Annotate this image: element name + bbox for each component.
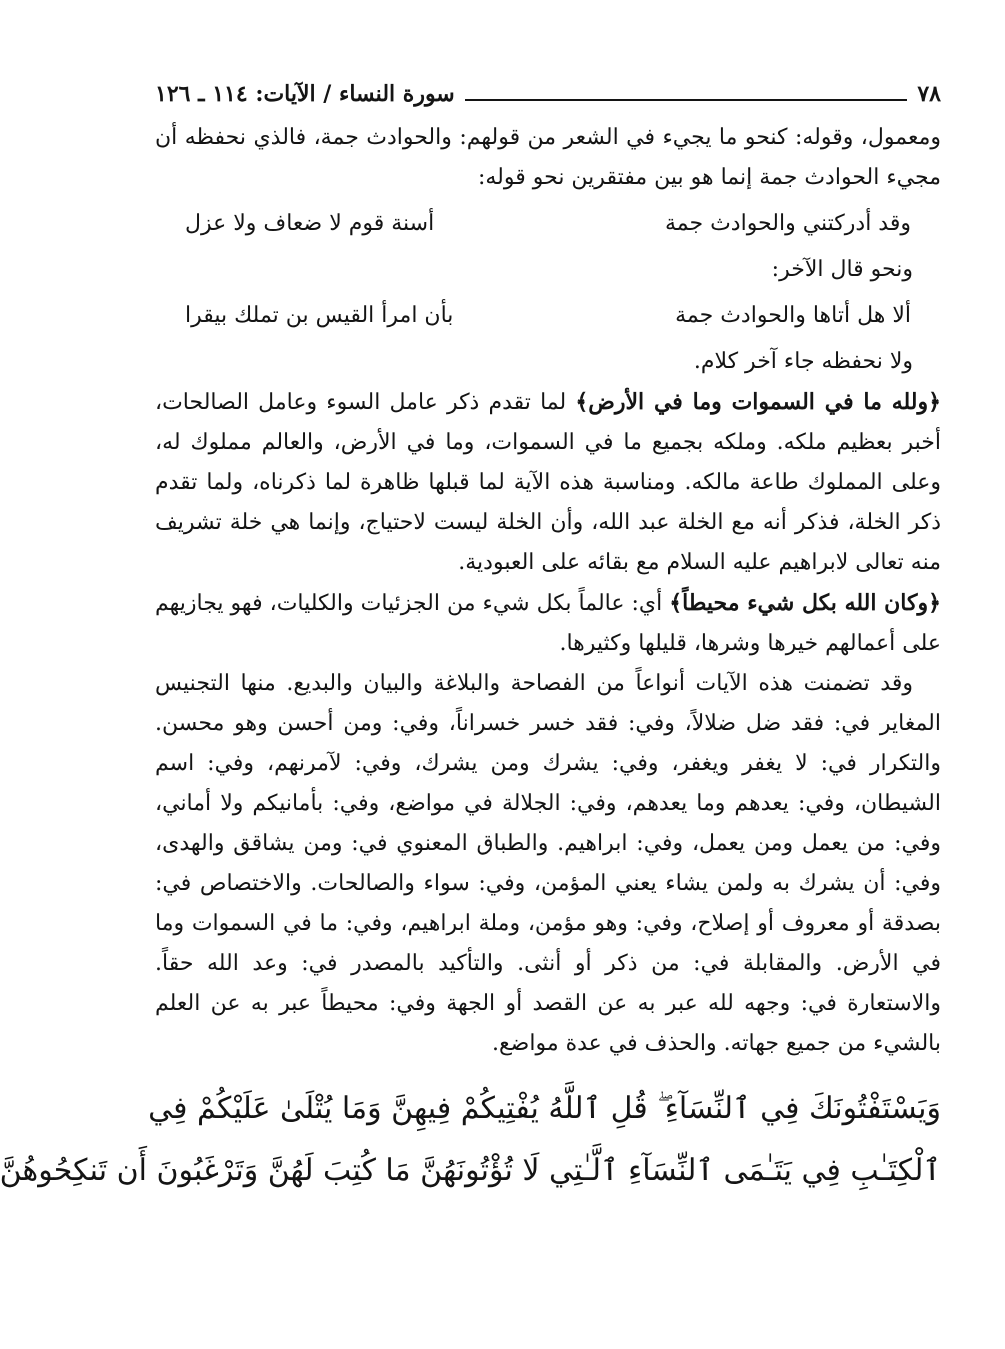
quran-verse-block	[0, 1078, 941, 1202]
paragraph-continuation	[155, 118, 941, 198]
paragraph-commentary	[155, 583, 941, 664]
verse-first-hemistich: ألا هل أتاها والحوادث جمة	[675, 303, 911, 328]
page-number: ٧٨	[917, 81, 941, 107]
body-text	[155, 118, 941, 1064]
verse-second-hemistich: بأن امرأ القيس بن تملك بيقرا	[185, 303, 454, 328]
paragraph-line: مجيء الحوادث جمة إنما هو بين مفتقرين نحو قوله:	[477, 165, 941, 190]
paragraph-line: ومعمول، وقوله: كنحو ما يجيء في الشعر من قولهم: والحوادث جمة، فالذي نحفظه أن	[155, 125, 941, 150]
paragraph: ولا نحفظه جاء آخر كلام.	[693, 349, 913, 374]
paragraph: ونحو قال الآخر:	[771, 257, 913, 282]
verse-first-hemistich: وقد أدركتني والحوادث جمة	[664, 211, 911, 236]
page-header	[155, 76, 941, 112]
poetry-verse	[155, 198, 941, 250]
commentary-text: لما تقدم ذكر عامل السوء وعامل الصالحات، أخبر بعظيم ملكه. وملكه بجميع ما في السموات، وما في الأرض، والعالم مملوك له، وعلى المملوك طاعة مالكه. ومناسبة هذه الآية لما قبلها ظاهرة لما ذكرناه، ولما تقدم ذكر الخلة، فذكر أنه مع الخلة عبد الله، وأن الخلة ليست لاحتياج، وإنما هي خلة تشريف منه تعالى لابراهيم عليه السلام مع بقائه على العبودية.	[155, 390, 941, 575]
book-page	[0, 76, 942, 1202]
quran-quote: ﴿وكان الله بكل شيء محيطاً﴾	[669, 590, 942, 616]
commentary-text: أي: عالماً بكل شيء من الجزئيات والكليات، فهو يجازيهم على أعمالهم خيرها وشرها، قليلها وكثيرها.	[155, 591, 941, 656]
poetry-verse	[155, 290, 941, 342]
verse-second-hemistich: أسنة قوم لا ضعاف ولا عزل	[185, 211, 435, 236]
header-rule	[465, 99, 908, 101]
quran-line: ٱلْكِتَـٰبِ فِي يَتَـٰمَى ٱلنِّسَآءِ ٱلَّـٰتِي لَا تُؤْتُونَهُنَّ مَا كُتِبَ لَهُنَّ وَتَرْغَبُونَ أَن تَنكِحُوهُنَّ	[0, 1153, 941, 1188]
paragraph-rhetoric: وقد تضمنت هذه الآيات أنواعاً من الفصاحة والبلاغة والبيان والبديع. منها التجنيس المغاير في: فقد ضل ضلالاً، وفي: فقد خسر خسراناً، وفي: ومن أحسن وهو محسن. والتكرار في: لا يغفر ويغفر، وفي: يشرك ومن يشرك، وفي: لآمرنهم، وفي: اسم الشيطان، وفي: يعدهم وما يعدهم، وفي: الجلالة في مواضع، وفي: بأمانيكم ولا أماني، وفي: من يعمل ومن يعمل، وفي: ابراهيم. والطباق المعنوي في: ومن يشاقق والهدى، وفي: أن يشرك به ولمن يشاء يعني المؤمن، وفي: سواء والصالحات. والاختصاص في: بصدقة أو معروف أو إصلاح، وفي: وهو مؤمن، وملة ابراهيم، وفي: ما في السموات وما في الأرض. والمقابلة في: من ذكر أو أنثى. والتأكيد بالمصدر في: وعد الله حقاً. والاستعارة في: وجهه لله عبر به عن القصد أو الجهة وفي: محيطاً عبر به عن العلم بالشيء من جميع جهاته. والحذف في عدة مواضع.	[155, 671, 941, 1056]
quran-line: وَيَسْتَفْتُونَكَ فِي ٱلنِّسَآءِ ۖ قُلِ ٱللَّهُ يُفْتِيكُمْ فِيهِنَّ وَمَا يُتْلَىٰ عَلَيْكُمْ فِي	[148, 1091, 941, 1126]
paragraph-commentary	[155, 382, 941, 583]
quran-quote: ﴿ولله ما في السموات وما في الأرض﴾	[575, 389, 942, 415]
running-title: سورة النساء / الآيات: ١١٤ ـ ١٢٦	[155, 81, 455, 107]
